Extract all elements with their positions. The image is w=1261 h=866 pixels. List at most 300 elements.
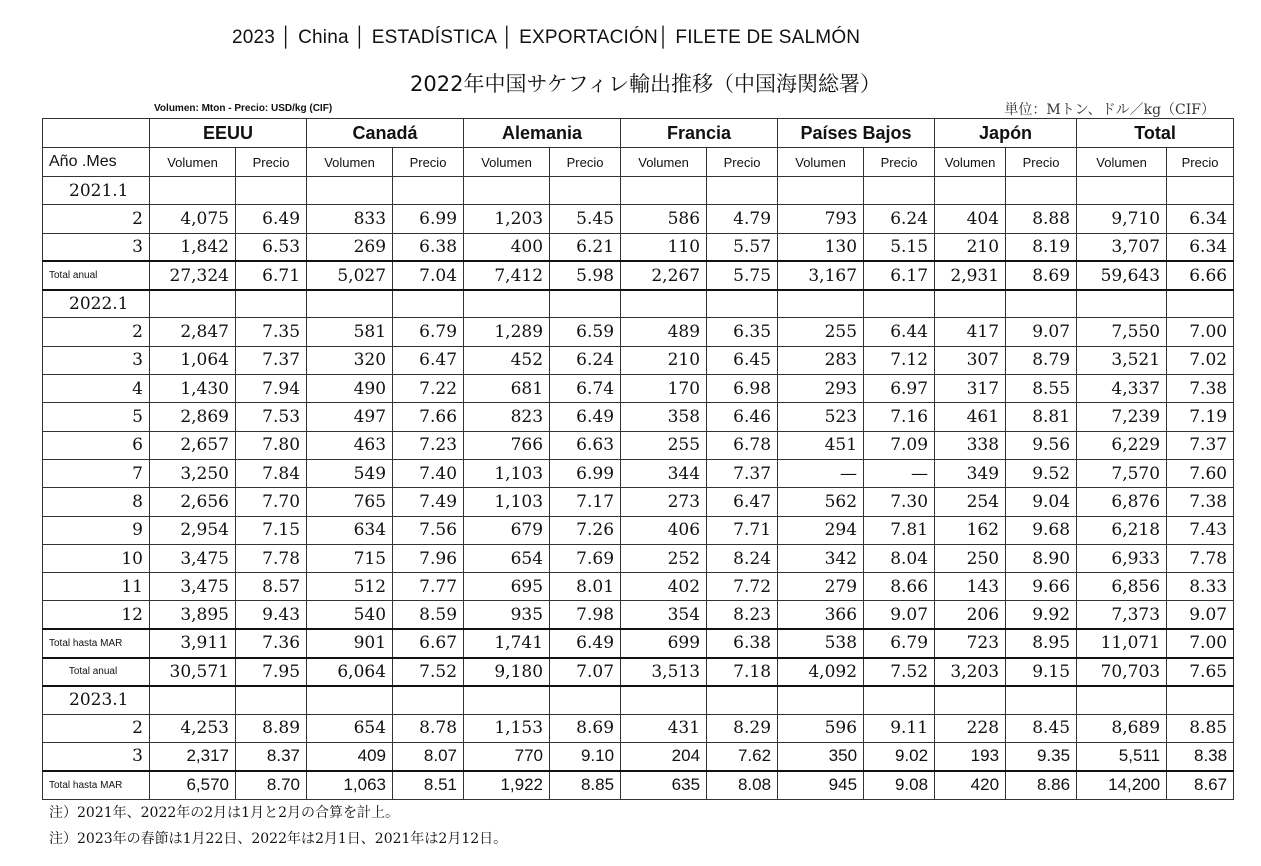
price-cell: 9.92 [1006,601,1077,629]
volume-cell: 269 [307,233,393,261]
table-row [43,686,1234,714]
price-cell: 7.96 [393,544,464,572]
row-label: Total hasta MAR [43,771,150,799]
price-cell: 7.43 [1167,516,1234,544]
volume-cell: 1,153 [464,714,550,742]
volume-cell: 7,373 [1077,601,1167,629]
volume-cell: 320 [307,346,393,374]
volume-cell: 193 [935,742,1006,770]
volume-cell: 463 [307,431,393,459]
price-cell: 8.95 [1006,629,1077,657]
price-cell: 8.79 [1006,346,1077,374]
volume-cell: 404 [935,205,1006,233]
price-cell: 8.07 [393,742,464,770]
volume-cell: 497 [307,403,393,431]
price-cell: 8.01 [550,573,621,601]
table-row [43,233,1234,261]
volume-cell: 70,703 [1077,658,1167,686]
volume-subheader: Volumen [150,148,236,177]
price-cell: 8.88 [1006,205,1077,233]
country-header: Países Bajos [778,119,935,148]
price-cell: 7.62 [707,742,778,770]
volume-cell [621,177,707,205]
volume-cell: 2,869 [150,403,236,431]
price-cell: 8.33 [1167,573,1234,601]
volume-cell [307,177,393,205]
row-label: Total hasta MAR [43,629,150,657]
price-cell: 6.78 [707,431,778,459]
volume-cell: 6,856 [1077,573,1167,601]
volume-cell: 3,521 [1077,346,1167,374]
price-cell: 6.24 [550,346,621,374]
price-cell: 7.15 [236,516,307,544]
row-label: 4 [43,375,150,403]
table-row [43,714,1234,742]
table-row [43,771,1234,799]
price-cell: 6.53 [236,233,307,261]
volume-cell: 770 [464,742,550,770]
row-label: 7 [43,459,150,487]
volume-cell: 9,710 [1077,205,1167,233]
price-cell [236,290,307,318]
price-cell: 7.98 [550,601,621,629]
row-label: 2023.1 [43,686,150,714]
price-cell: 6.79 [393,318,464,346]
volume-cell: 349 [935,459,1006,487]
volume-cell: 4,337 [1077,375,1167,403]
row-label: 2 [43,205,150,233]
volume-cell [150,686,236,714]
price-cell: 7.30 [864,488,935,516]
price-cell [236,177,307,205]
table-row [43,488,1234,516]
price-cell [1006,177,1077,205]
table-row [43,290,1234,318]
price-cell: 7.95 [236,658,307,686]
price-subheader: Precio [236,148,307,177]
price-cell: — [864,459,935,487]
price-cell: 7.77 [393,573,464,601]
price-cell: 9.52 [1006,459,1077,487]
price-cell: 5.15 [864,233,935,261]
volume-cell: 2,317 [150,742,236,770]
price-cell: 6.44 [864,318,935,346]
volume-cell: 143 [935,573,1006,601]
volume-cell: 4,075 [150,205,236,233]
price-cell: 7.38 [1167,488,1234,516]
volume-cell [1077,177,1167,205]
price-cell: 9.07 [864,601,935,629]
volume-cell: 695 [464,573,550,601]
price-subheader: Precio [707,148,778,177]
price-cell: 7.52 [393,658,464,686]
volume-cell: 402 [621,573,707,601]
price-cell: 7.35 [236,318,307,346]
volume-cell: 765 [307,488,393,516]
price-cell: 8.85 [1167,714,1234,742]
price-cell: 9.56 [1006,431,1077,459]
price-cell: 7.56 [393,516,464,544]
price-cell: 8.69 [1006,261,1077,289]
price-cell: 7.66 [393,403,464,431]
price-cell: 7.80 [236,431,307,459]
volume-cell: 11,071 [1077,629,1167,657]
volume-cell: 3,475 [150,544,236,572]
price-cell: 6.34 [1167,205,1234,233]
table-row [43,403,1234,431]
volume-cell: 210 [935,233,1006,261]
price-cell: 5.57 [707,233,778,261]
price-cell: 6.47 [393,346,464,374]
volume-cell: 451 [778,431,864,459]
volume-cell: 562 [778,488,864,516]
volume-cell: 4,253 [150,714,236,742]
page-header: 2023 │ China │ ESTADÍSTICA │ EXPORTACIÓN│ FILETE DE SALMÓN [232,27,861,48]
price-cell: 6.59 [550,318,621,346]
price-cell: 8.69 [550,714,621,742]
volume-cell: 945 [778,771,864,799]
volume-cell: 596 [778,714,864,742]
volume-cell: 252 [621,544,707,572]
price-cell: 9.08 [864,771,935,799]
price-cell: 6.38 [393,233,464,261]
volume-cell: 489 [621,318,707,346]
price-cell: 6.38 [707,629,778,657]
volume-cell: 1,430 [150,375,236,403]
volume-cell: 350 [778,742,864,770]
volume-cell [1077,686,1167,714]
footnotes [49,800,507,852]
volume-cell: 793 [778,205,864,233]
volume-cell: 317 [935,375,1006,403]
volume-cell [150,290,236,318]
price-cell: 7.36 [236,629,307,657]
price-cell: 7.16 [864,403,935,431]
volume-cell: 823 [464,403,550,431]
volume-cell: 14,200 [1077,771,1167,799]
volume-cell: 366 [778,601,864,629]
price-cell: 7.69 [550,544,621,572]
volume-cell [464,177,550,205]
volume-cell: 3,895 [150,601,236,629]
price-cell: 8.38 [1167,742,1234,770]
row-label: 3 [43,742,150,770]
volume-cell: 210 [621,346,707,374]
price-cell: 9.35 [1006,742,1077,770]
volume-cell: 27,324 [150,261,236,289]
table-row [43,177,1234,205]
volume-cell: 1,842 [150,233,236,261]
price-cell [236,686,307,714]
volume-cell: 254 [935,488,1006,516]
volume-cell: 2,954 [150,516,236,544]
price-cell: 8.59 [393,601,464,629]
volume-cell: 1,203 [464,205,550,233]
price-cell: 9.66 [1006,573,1077,601]
price-cell: 6.46 [707,403,778,431]
volume-cell: 228 [935,714,1006,742]
price-cell: 9.04 [1006,488,1077,516]
export-table [42,118,1234,800]
country-header: Francia [621,119,778,148]
price-cell: 8.89 [236,714,307,742]
row-label: 12 [43,601,150,629]
volume-cell: 654 [464,544,550,572]
volume-cell [621,290,707,318]
price-cell: 6.99 [393,205,464,233]
volume-cell [778,686,864,714]
volume-cell: 30,571 [150,658,236,686]
volume-cell: 7,412 [464,261,550,289]
volume-cell: 9,180 [464,658,550,686]
price-cell: 6.79 [864,629,935,657]
price-cell: 8.23 [707,601,778,629]
volume-cell: 204 [621,742,707,770]
volume-cell: 1,289 [464,318,550,346]
price-cell: 6.66 [1167,261,1234,289]
volume-cell: 7,239 [1077,403,1167,431]
volume-cell: 6,570 [150,771,236,799]
table-row [43,601,1234,629]
row-label: 3 [43,233,150,261]
volume-cell: 6,933 [1077,544,1167,572]
volume-cell: 461 [935,403,1006,431]
price-cell: 7.65 [1167,658,1234,686]
table-row [43,318,1234,346]
price-cell [864,290,935,318]
volume-cell: 715 [307,544,393,572]
volume-cell [150,177,236,205]
price-cell: 6.49 [550,629,621,657]
price-cell: 7.02 [1167,346,1234,374]
volume-cell: 250 [935,544,1006,572]
volume-cell: 283 [778,346,864,374]
volume-cell: 6,064 [307,658,393,686]
price-cell: 8.51 [393,771,464,799]
volume-cell: 409 [307,742,393,770]
volume-cell: 681 [464,375,550,403]
volume-cell: 3,475 [150,573,236,601]
table-row [43,459,1234,487]
price-cell: 8.85 [550,771,621,799]
volume-cell: 406 [621,516,707,544]
price-cell [707,177,778,205]
price-cell: 7.17 [550,488,621,516]
price-cell: 7.19 [1167,403,1234,431]
volume-cell: 512 [307,573,393,601]
volume-cell: 293 [778,375,864,403]
price-cell: 6.97 [864,375,935,403]
volume-cell: 354 [621,601,707,629]
price-cell [864,177,935,205]
volume-cell [621,686,707,714]
volume-cell: 162 [935,516,1006,544]
volume-cell: 452 [464,346,550,374]
price-cell [1006,290,1077,318]
price-cell: 6.98 [707,375,778,403]
volume-cell: 679 [464,516,550,544]
unit-note-spanish: Volumen: Mton - Precio: USD/kg (CIF) [154,103,333,114]
country-header: EEUU [150,119,307,148]
price-cell: 6.17 [864,261,935,289]
corner-cell [43,119,150,148]
volume-cell: 699 [621,629,707,657]
price-cell: 7.26 [550,516,621,544]
price-cell: 8.67 [1167,771,1234,799]
volume-cell: 935 [464,601,550,629]
price-cell: 6.49 [550,403,621,431]
price-cell: 7.70 [236,488,307,516]
volume-cell: 901 [307,629,393,657]
price-cell: 8.66 [864,573,935,601]
table-row [43,516,1234,544]
price-cell: 9.07 [1006,318,1077,346]
country-header: Canadá [307,119,464,148]
price-cell: 7.81 [864,516,935,544]
price-cell: 5.75 [707,261,778,289]
row-label: 2022.1 [43,290,150,318]
volume-cell: 1,103 [464,488,550,516]
volume-cell: 581 [307,318,393,346]
price-cell: 7.40 [393,459,464,487]
row-label: 8 [43,488,150,516]
price-cell: 7.09 [864,431,935,459]
volume-cell: 344 [621,459,707,487]
volume-cell: 307 [935,346,1006,374]
price-cell [1167,177,1234,205]
volume-cell: 431 [621,714,707,742]
volume-cell: 1,922 [464,771,550,799]
row-label: 2 [43,714,150,742]
volume-cell: 1,741 [464,629,550,657]
volume-cell: 540 [307,601,393,629]
row-label: 11 [43,573,150,601]
volume-cell: 3,250 [150,459,236,487]
price-cell: 7.78 [1167,544,1234,572]
price-cell: 7.00 [1167,318,1234,346]
price-cell [1006,686,1077,714]
price-cell: 8.08 [707,771,778,799]
volume-cell [307,290,393,318]
price-subheader: Precio [393,148,464,177]
volume-cell: 523 [778,403,864,431]
price-cell: 8.86 [1006,771,1077,799]
table-row [43,658,1234,686]
volume-cell: 420 [935,771,1006,799]
volume-cell: 6,218 [1077,516,1167,544]
volume-subheader: Volumen [1077,148,1167,177]
price-cell: 9.02 [864,742,935,770]
price-cell: 9.11 [864,714,935,742]
price-cell [707,686,778,714]
volume-cell: 2,656 [150,488,236,516]
volume-cell: 549 [307,459,393,487]
price-cell: 7.22 [393,375,464,403]
price-cell: 8.90 [1006,544,1077,572]
price-cell: 7.38 [1167,375,1234,403]
volume-cell: 255 [621,431,707,459]
price-cell [393,290,464,318]
volume-cell: 279 [778,573,864,601]
row-label: Total anual [43,261,150,289]
price-cell [1167,686,1234,714]
price-cell: 8.57 [236,573,307,601]
price-cell: 4.79 [707,205,778,233]
price-cell: 9.07 [1167,601,1234,629]
volume-cell: 766 [464,431,550,459]
price-cell [393,177,464,205]
table-row [43,431,1234,459]
volume-cell [778,177,864,205]
price-cell: 7.12 [864,346,935,374]
price-cell [393,686,464,714]
price-cell: 7.00 [1167,629,1234,657]
volume-cell [778,290,864,318]
volume-cell: 7,550 [1077,318,1167,346]
price-cell: 7.49 [393,488,464,516]
country-header: Alemania [464,119,621,148]
volume-cell [935,290,1006,318]
volume-cell: 3,513 [621,658,707,686]
volume-cell: 3,707 [1077,233,1167,261]
volume-subheader: Volumen [778,148,864,177]
volume-cell: 59,643 [1077,261,1167,289]
table-row [43,544,1234,572]
volume-cell: 654 [307,714,393,742]
price-cell [1167,290,1234,318]
volume-cell [307,686,393,714]
price-cell: 7.84 [236,459,307,487]
price-cell [864,686,935,714]
price-cell: 6.71 [236,261,307,289]
price-cell: 7.37 [1167,431,1234,459]
table-row [43,261,1234,289]
volume-cell: 2,657 [150,431,236,459]
price-cell: 6.99 [550,459,621,487]
price-cell: 7.71 [707,516,778,544]
footnote: 注）2023年の春節は1月22日、2022年は2月1日、2021年は2月12日。 [49,831,508,847]
table-row [43,742,1234,770]
row-label: 3 [43,346,150,374]
price-cell [707,290,778,318]
price-cell: 7.72 [707,573,778,601]
table-row [43,205,1234,233]
price-cell [550,290,621,318]
volume-cell: 6,229 [1077,431,1167,459]
price-cell: 6.34 [1167,233,1234,261]
volume-cell: 8,689 [1077,714,1167,742]
price-cell: 7.07 [550,658,621,686]
price-subheader: Precio [1006,148,1077,177]
volume-cell: 3,911 [150,629,236,657]
price-cell: 6.67 [393,629,464,657]
volume-cell [464,686,550,714]
country-header: Total [1077,119,1234,148]
volume-cell [935,177,1006,205]
volume-cell: 3,167 [778,261,864,289]
volume-cell: 130 [778,233,864,261]
volume-cell [1077,290,1167,318]
volume-cell: 634 [307,516,393,544]
price-cell: 8.81 [1006,403,1077,431]
price-cell: 6.74 [550,375,621,403]
volume-cell: 1,063 [307,771,393,799]
price-subheader: Precio [550,148,621,177]
price-subheader: Precio [1167,148,1234,177]
volume-cell: 2,931 [935,261,1006,289]
volume-cell: 417 [935,318,1006,346]
volume-subheader: Volumen [935,148,1006,177]
